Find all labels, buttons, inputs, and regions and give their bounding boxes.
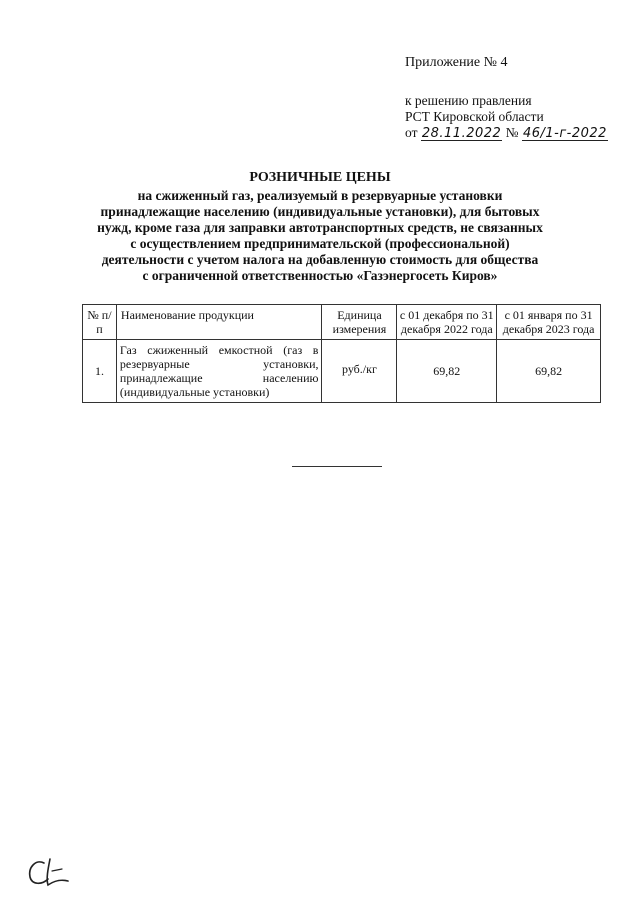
title-line-3: нужд, кроме газа для заправки автотранспортных средств, не связанных xyxy=(97,220,543,235)
header-period-2023: с 01 января по 31 декабря 2023 года xyxy=(497,305,601,340)
table-row xyxy=(83,340,601,403)
row-unit: руб./кг xyxy=(322,340,397,403)
closing-rule xyxy=(292,466,382,467)
decision-date-handwritten: 28.11.2022 xyxy=(421,126,502,141)
decision-line-3 xyxy=(405,125,608,141)
decision-from-label: от xyxy=(405,125,418,140)
row-num: 1. xyxy=(83,340,117,403)
row-price-2022: 69,82 xyxy=(397,340,497,403)
price-table xyxy=(82,304,601,403)
title-line-2: принадлежащие населению (индивидуальные установки), для бытовых xyxy=(100,204,540,219)
signature-mark-icon xyxy=(24,855,70,889)
table-header-row xyxy=(83,305,601,340)
title-line-1: на сжиженный газ, реализуемый в резервуарные установки xyxy=(137,188,503,203)
row-price-2023: 69,82 xyxy=(497,340,601,403)
title-line-4: с осуществлением предпринимательской (профессиональной) xyxy=(130,236,510,251)
header-unit: Единица измерения xyxy=(322,305,397,340)
document-title-block xyxy=(70,170,570,284)
decision-line-2: РСТ Кировской области xyxy=(405,109,544,124)
header-num: № п/п xyxy=(83,305,117,340)
decision-attribution xyxy=(405,93,608,141)
decision-line-1: к решению правления xyxy=(405,93,532,108)
decision-number-handwritten: 46/1-г-2022 xyxy=(522,126,607,141)
title-line-5: деятельности с учетом налога на добавленную стоимость для общества xyxy=(101,252,539,267)
header-name: Наименование продукции xyxy=(116,305,322,340)
header-period-2022: с 01 декабря по 31 декабря 2022 года xyxy=(397,305,497,340)
row-product-name: Газ сжиженный емкостной (газ в резервуарные установки, принадлежащие населению (индивидуальные установки) xyxy=(116,340,322,403)
appendix-label: Приложение № 4 xyxy=(405,55,508,70)
title-line-6: с ограниченной ответственностью «Газэнергосеть Киров» xyxy=(142,268,498,283)
document-title: РОЗНИЧНЫЕ ЦЕНЫ xyxy=(249,170,391,185)
decision-number-sign: № xyxy=(505,125,519,140)
